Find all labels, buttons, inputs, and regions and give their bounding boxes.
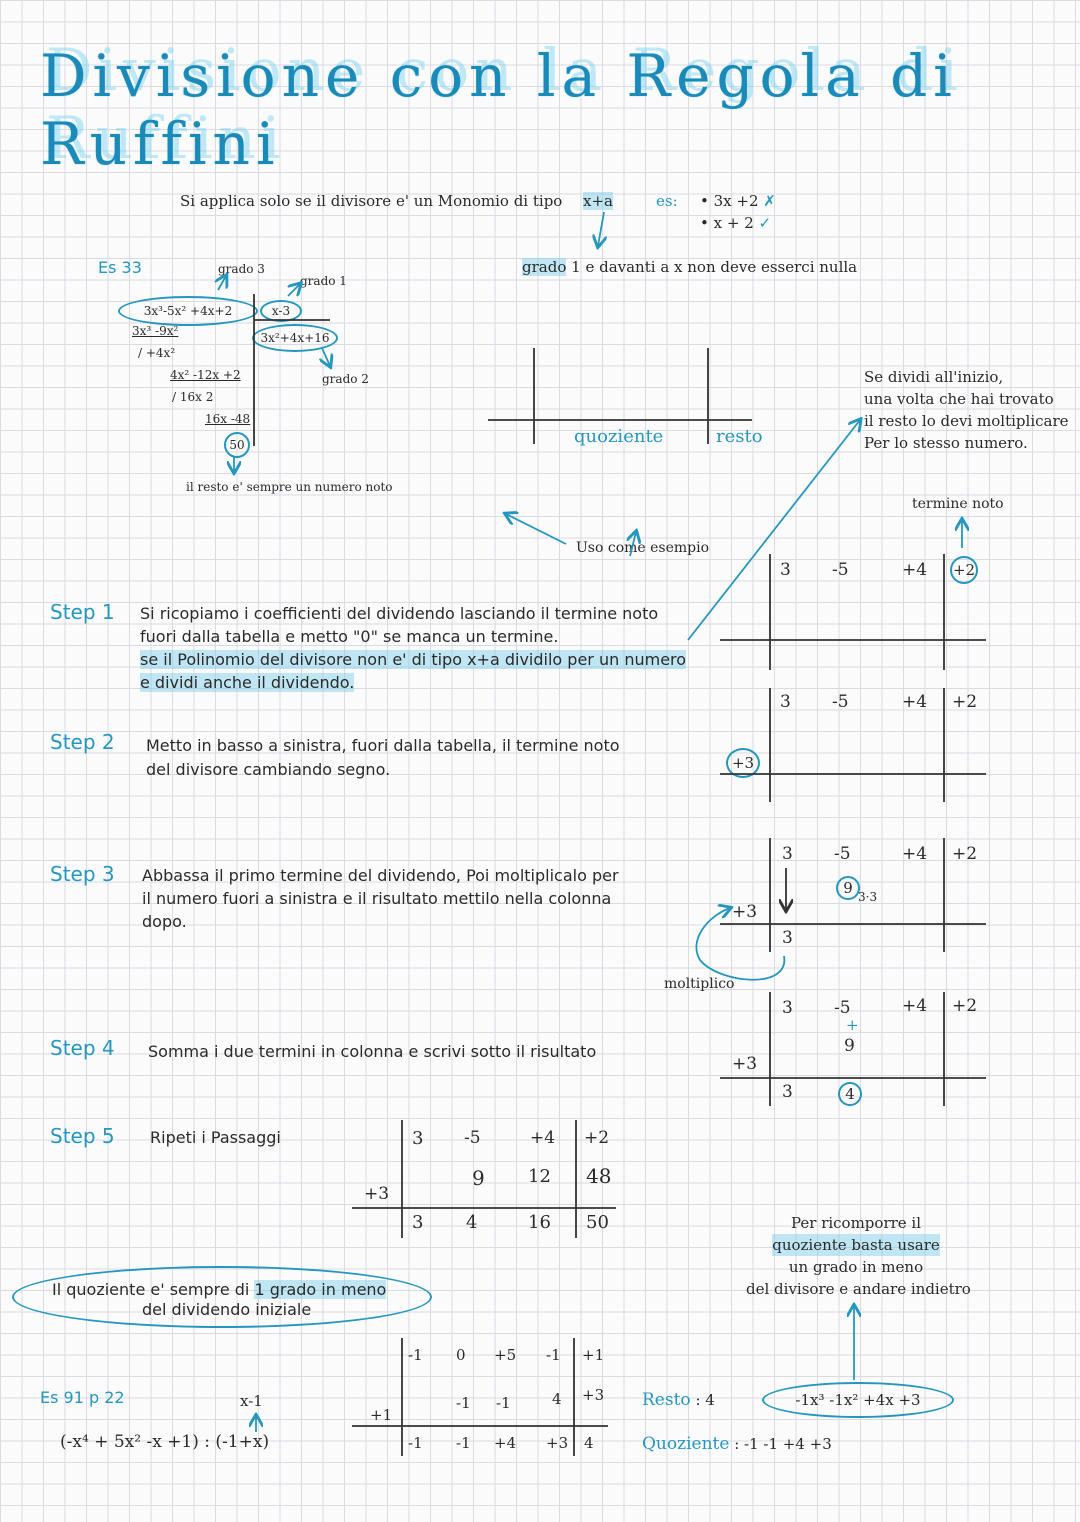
t5-bottom: 16 [528, 1212, 551, 1233]
step-2-label: Step 2 [50, 730, 115, 754]
t4-coef: -5 [834, 998, 851, 1018]
es91-mid: -1 [496, 1394, 511, 1412]
quoziente-result: : -1 -1 +4 +3 [734, 1435, 832, 1453]
es91-top: +1 [582, 1346, 605, 1364]
t4-coef: 3 [782, 998, 793, 1018]
es91-bottom: +4 [494, 1434, 517, 1452]
example-2: x + 2 [713, 214, 754, 232]
es-label: es: [656, 192, 678, 210]
t5-mid: 9 [472, 1166, 485, 1190]
example-note: Uso come esempio [576, 540, 710, 556]
t5-coef: 3 [412, 1128, 424, 1149]
t4-nine: 9 [844, 1036, 855, 1056]
t4-result: 3 [782, 1082, 793, 1102]
step-1-line: e dividi anche il dividendo. [140, 673, 355, 692]
step-1-label: Step 1 [50, 600, 115, 624]
intro-form: x+a [583, 192, 613, 210]
t5-mid: 48 [586, 1164, 612, 1188]
quotient-note-text2: del dividendo iniziale [142, 1300, 312, 1319]
grado-rest: 1 e davanti a x non deve esserci nulla [571, 258, 858, 276]
side-note: Se dividi all'inizio, una volta che hai trovato il resto lo devi moltiplicare Per lo stesso numero. [864, 368, 1069, 452]
t1-coef: 3 [780, 560, 791, 580]
wrong-mark: ✗ [763, 192, 776, 210]
step-5-label: Step 5 [50, 1124, 115, 1148]
t1-known-term: +2 [950, 556, 978, 584]
t3-mul: 3·3 [858, 890, 878, 904]
t4-coef: +4 [902, 996, 928, 1016]
es91-mid: 4 [552, 1390, 562, 1408]
step-3-line: dopo. [142, 912, 187, 931]
t5-coef: -5 [464, 1128, 481, 1148]
es91-mid: -1 [456, 1394, 471, 1412]
t3-coef: +2 [952, 844, 978, 864]
intro-text: Si applica solo se il divisore e' un Monomio di tipo [180, 192, 563, 210]
es91-mid: +3 [582, 1386, 605, 1404]
dividend: 3x³-5x² +4x+2 [118, 296, 258, 326]
division-row: 4x² -12x +2 [170, 368, 241, 382]
step-3-line: il numero fuori a sinistra e il risultato mettilo nella colonna [142, 889, 612, 908]
es91-bottom: -1 [456, 1434, 471, 1452]
step-4-line: Somma i due termini in colonna e scrivi sotto il risultato [148, 1042, 597, 1061]
t5-side: +3 [364, 1184, 390, 1204]
es91-bottom: +3 [546, 1434, 569, 1452]
t3-nine: 9 [836, 876, 860, 900]
es33-note: il resto e' sempre un numero noto [186, 480, 393, 494]
es91-bottom: 4 [584, 1434, 594, 1452]
t4-coef: +2 [952, 996, 978, 1016]
grado-label: grado [522, 258, 567, 276]
example-1: 3x +2 [713, 192, 759, 210]
remainder: 50 [224, 432, 250, 458]
quotient-note-highlight: 1 grado in meno [254, 1280, 387, 1299]
quotient: 3x²+4x+16 [252, 324, 338, 352]
t4-result-circled: 4 [838, 1082, 862, 1106]
t3-coef: -5 [834, 844, 851, 864]
t3-coef: +4 [902, 844, 928, 864]
grado3-label: grado 3 [218, 262, 265, 276]
recompose-note: Per ricomporre il quoziente basta usare un grado in meno del divisore e andare indietro [746, 1214, 971, 1298]
t5-bottom: 3 [412, 1212, 424, 1233]
step-4-label: Step 4 [50, 1036, 115, 1060]
resto-label: resto [716, 426, 763, 447]
divisor: x-3 [260, 300, 302, 322]
resto-result: : 4 [695, 1391, 715, 1409]
es91-top: +5 [494, 1346, 517, 1364]
step-2-line: Metto in basso a sinistra, fuori dalla tabella, il termine noto [146, 736, 620, 755]
division-row: 3x³ -9x² [132, 324, 179, 338]
es91-top: -1 [546, 1346, 561, 1364]
t4-plus: + [846, 1016, 859, 1034]
step-3-line: Abbassa il primo termine del dividendo, Poi moltiplicalo per [142, 866, 619, 885]
t2-coef: +2 [952, 692, 978, 712]
t3-moltiplico: moltiplico [664, 976, 735, 992]
es91-bottom: -1 [408, 1434, 423, 1452]
t3-coef: 3 [782, 844, 793, 864]
es91-side: +1 [370, 1406, 393, 1424]
t4-side: +3 [732, 1054, 758, 1074]
es91-top: 0 [456, 1346, 466, 1364]
division-row: / 16x 2 [172, 390, 214, 404]
es91-top: -1 [408, 1346, 423, 1364]
step-3-label: Step 3 [50, 862, 115, 886]
quoziente-label: quoziente [574, 426, 664, 447]
es33-label: Es 33 [98, 258, 142, 277]
es91-result: -1x³ -1x² +4x +3 [762, 1382, 954, 1418]
step-1-line: fuori dalla tabella e metto "0" se manca un termine. [140, 627, 559, 646]
step-1-line: Si ricopiamo i coefficienti del dividendo lasciando il termine noto [140, 604, 659, 623]
check-mark: ✓ [758, 214, 772, 232]
t1-coef: -5 [832, 560, 849, 580]
t5-mid: 12 [528, 1166, 551, 1187]
t2-coef: +4 [902, 692, 928, 712]
step-2-line: del divisore cambiando segno. [146, 760, 391, 779]
resto-result-label: Resto [642, 1390, 691, 1410]
t2-coef: -5 [832, 692, 849, 712]
quoziente-result-label: Quoziente [642, 1434, 730, 1454]
step-5-line: Ripeti i Passaggi [150, 1128, 281, 1147]
es91-expression: (-x⁴ + 5x² -x +1) : (-1+x) [60, 1432, 270, 1452]
t2-coef: 3 [780, 692, 791, 712]
division-row: / +4x² [138, 346, 176, 360]
grado2-label: grado 2 [322, 372, 369, 386]
step-1-line: se il Polinomio del divisore non e' di tipo x+a dividilo per un numero [140, 650, 687, 669]
page-title: Divisione con la Regola di Ruffini [40, 42, 958, 178]
t5-coef: +4 [530, 1128, 556, 1148]
es91-label: Es 91 p 22 [40, 1388, 125, 1407]
grado1-label: grado 1 [300, 274, 347, 288]
t1-coef: +4 [902, 560, 928, 580]
t3-down: 3 [782, 928, 793, 948]
es91-divisor: x-1 [240, 1392, 263, 1410]
t2-side: +3 [726, 748, 760, 778]
quotient-note-text: Il quoziente e' sempre di [52, 1280, 250, 1299]
t5-coef: +2 [584, 1128, 610, 1148]
t5-bottom: 4 [466, 1212, 478, 1233]
t3-side: +3 [732, 902, 758, 922]
termine-noto-label: termine noto [912, 496, 1004, 512]
division-row: 16x -48 [205, 412, 251, 426]
t5-bottom: 50 [586, 1212, 609, 1233]
